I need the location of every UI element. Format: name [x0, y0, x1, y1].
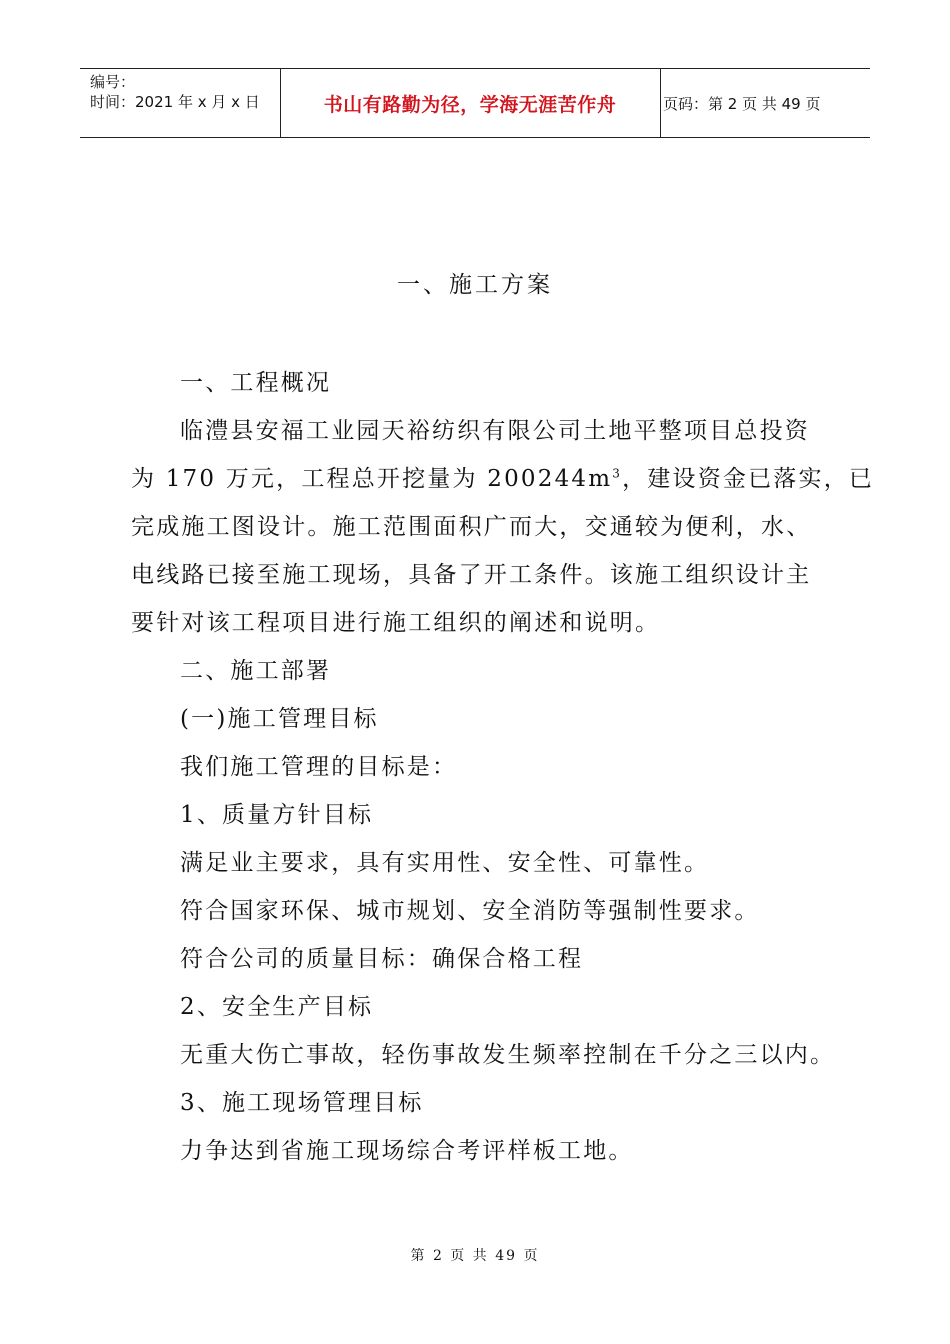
goal2-heading: 2、安全生产目标	[180, 994, 374, 1020]
goal1-item: 满足业主要求，具有实用性、安全性、可靠性。	[180, 850, 710, 876]
intro-text: 我们施工管理的目标是：	[180, 754, 458, 780]
goal2-text: 无重大伤亡事故，轻伤事故发生频率控制在千分之三以内。	[180, 1042, 836, 1068]
goal1-item: 符合国家环保、城市规划、安全消防等强制性要求。	[180, 898, 760, 924]
header-slogan: 书山有路勤为径，学海无涯苦作舟	[323, 93, 617, 116]
goal1-heading: 1、质量方针目标	[180, 802, 374, 828]
section1-line2-a: 为 170 万元，工程总开挖量为 200244m	[131, 466, 613, 492]
section1-heading: 一、工程概况	[180, 370, 332, 396]
date-label: 时间：2021 年 x 月 x 日	[90, 93, 260, 111]
section2-heading: 二、施工部署	[180, 658, 332, 684]
sub1-heading: (一)施工管理目标	[180, 706, 379, 732]
section1-line4: 电线路已接至施工现场，具备了开工条件。该施工组织设计主	[131, 562, 812, 588]
header-page-label: 页码：第 2 页 共 49 页	[663, 94, 821, 113]
section1-line2-b: ，建设资金已落实，已	[622, 466, 875, 492]
section1-line5: 要针对该工程项目进行施工组织的阐述和说明。	[131, 610, 661, 636]
header-table	[80, 68, 870, 138]
goal1-item: 符合公司的质量目标：确保合格工程	[180, 946, 584, 972]
document-title: 一、施工方案	[397, 272, 553, 298]
goal3-text: 力争达到省施工现场综合考评样板工地。	[180, 1138, 634, 1164]
header-meta	[80, 69, 280, 137]
section1-line1: 临澧县安福工业园天裕纺织有限公司土地平整项目总投资	[180, 418, 810, 444]
header-divider-right	[660, 69, 661, 137]
section1-line2	[131, 460, 874, 493]
number-label: 编号：	[90, 73, 136, 91]
page-footer: 第 2 页 共 49 页	[410, 1248, 540, 1264]
goal3-heading: 3、施工现场管理目标	[180, 1090, 424, 1116]
section1-line3: 完成施工图设计。施工范围面积广而大，交通较为便利，水、	[131, 514, 812, 540]
cubic-superscript: 3	[612, 466, 623, 481]
header-divider-left	[280, 69, 281, 137]
